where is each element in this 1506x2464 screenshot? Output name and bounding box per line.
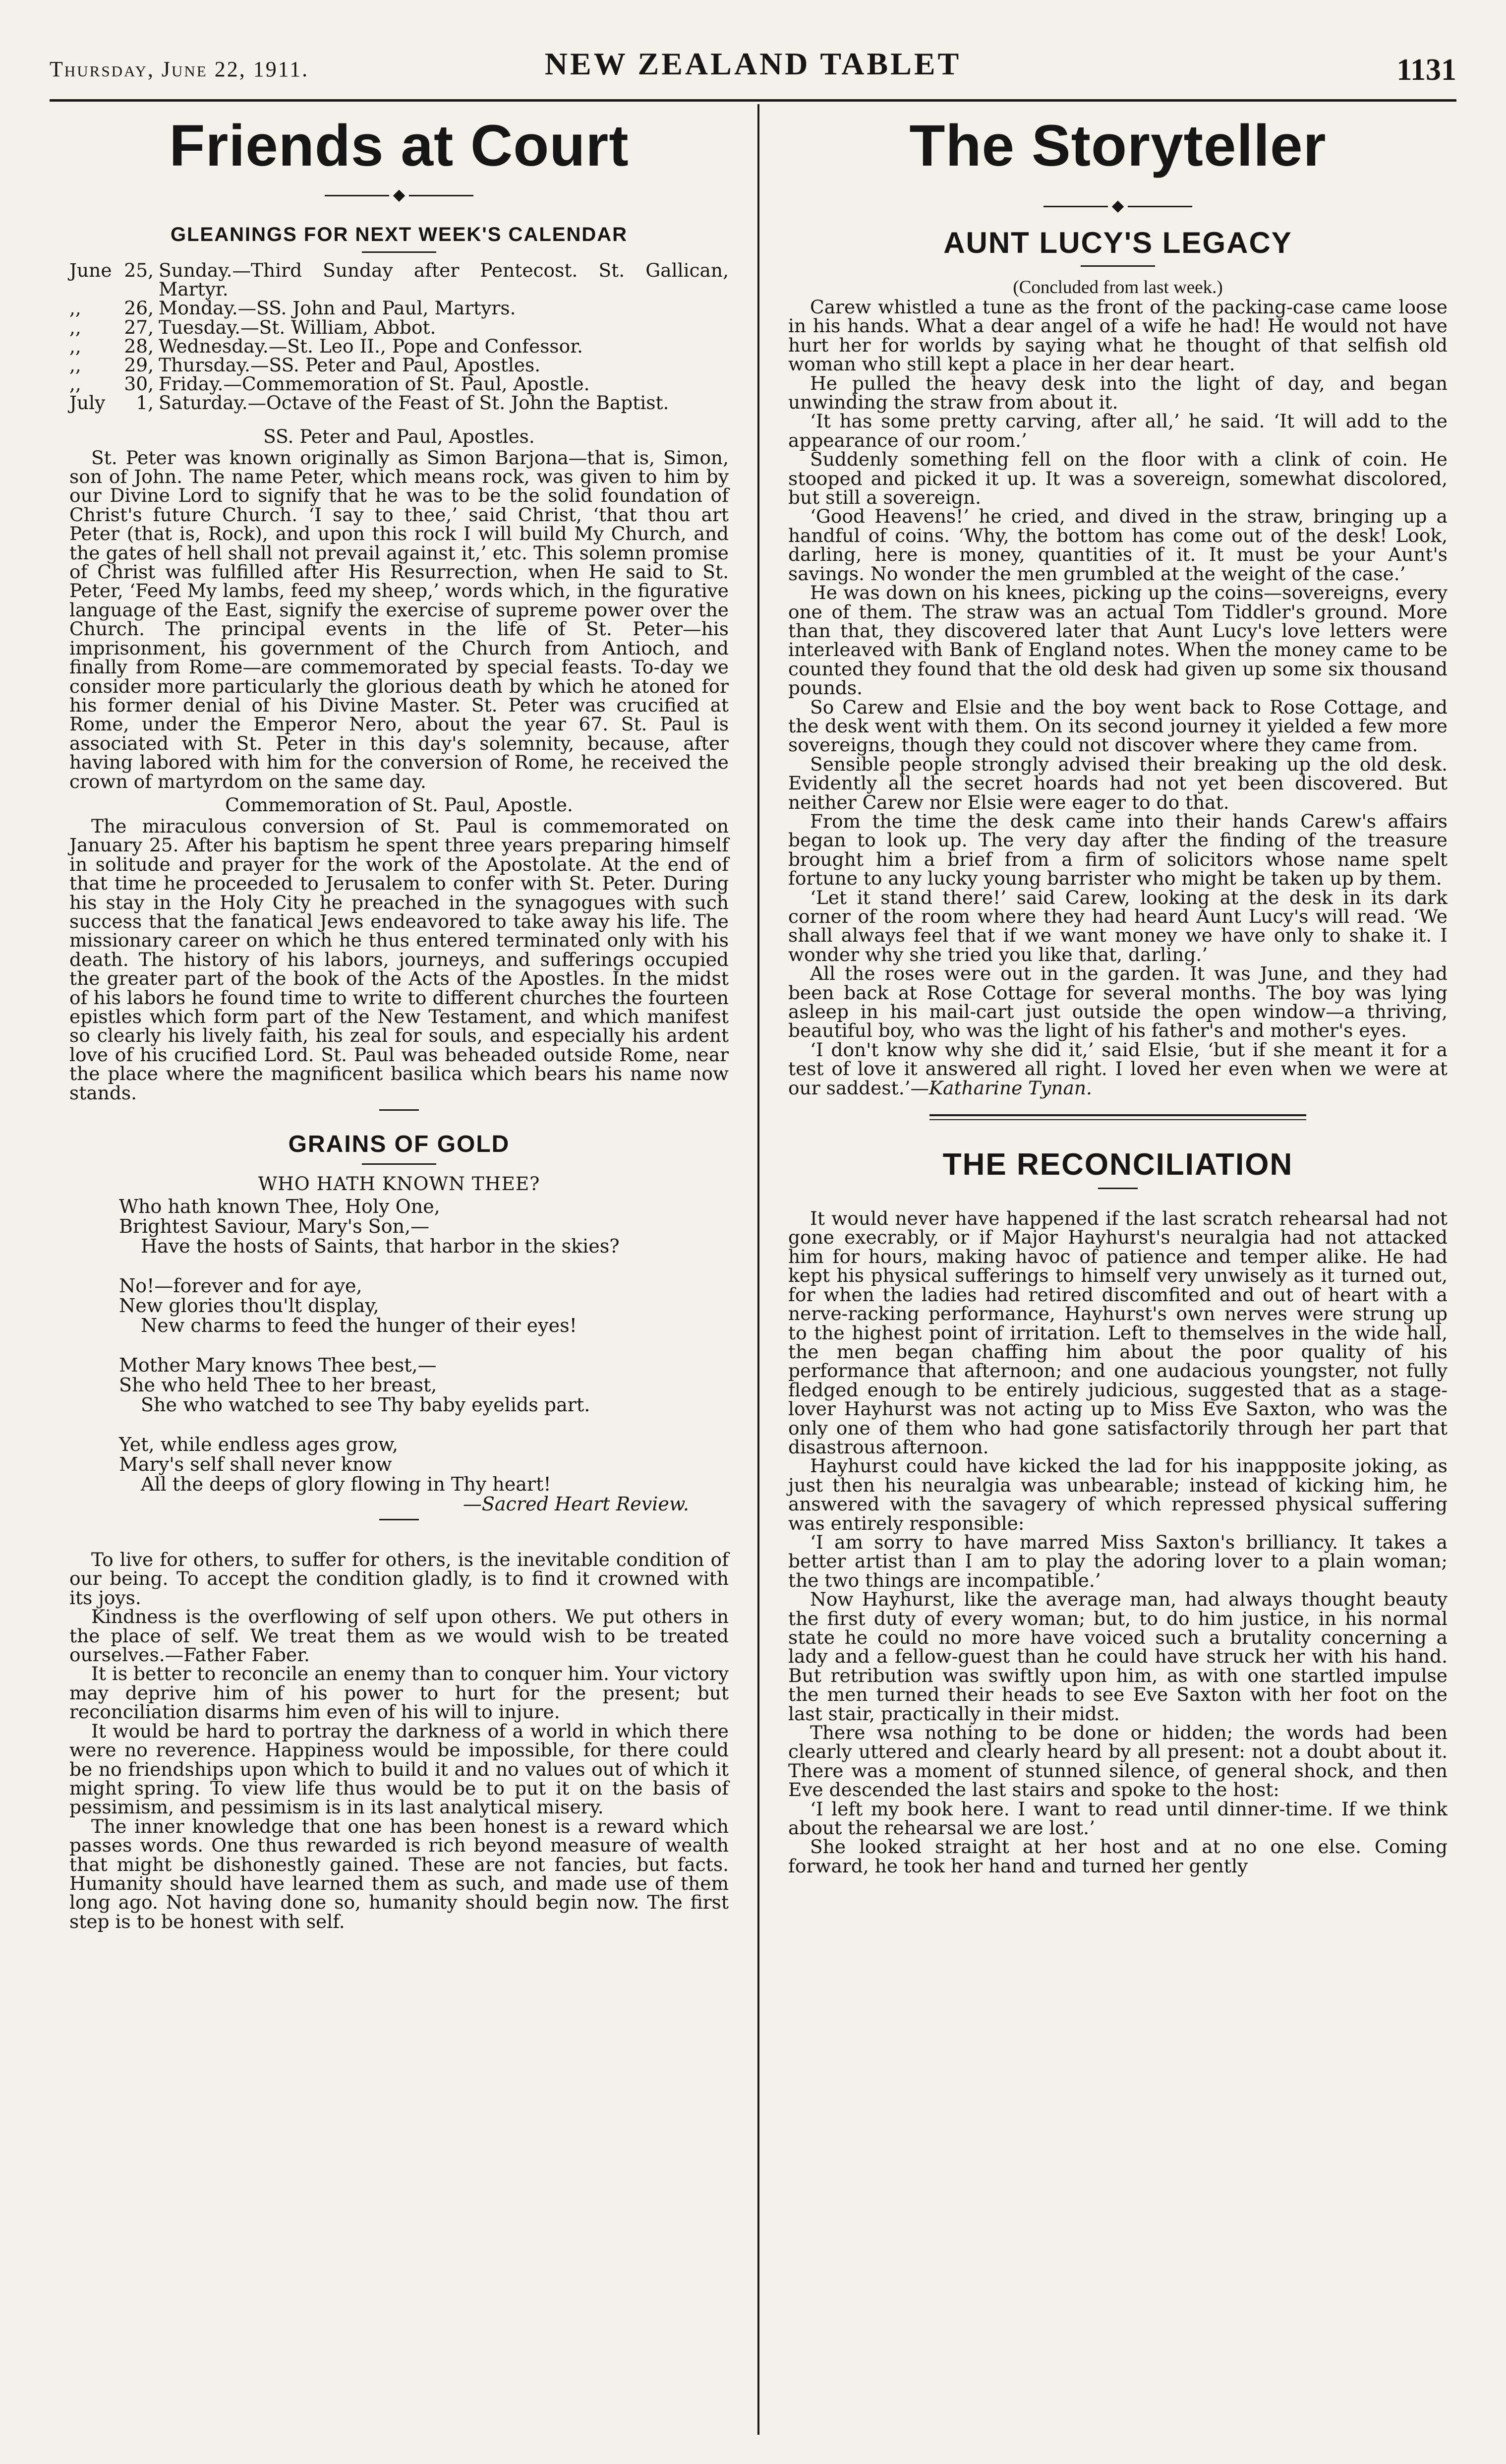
maxim-paragraph: The inner knowledge that one has been honest is a reward which passes words. One thus rewarded is rich beyond measure of wealth that might be dishonestly gained. These are not fancies, but facts. Humanity should have learned them as such, and made use of them long ago. Not having done so, humanity should begin now. The first step is to be honest with self.	[69, 1815, 729, 1932]
story-paragraph: He was down on his knees, picking up the coins—sovereigns, every one of them. The straw was an actual Tom Tiddler's ground. More than that, they discovered later that Aunt Lucy's love letters were interleaved with Bank of England notes. When the money came to be counted they found that the old desk had given up some six thousand pounds.	[788, 582, 1448, 699]
story-title-reconciliation: THE RECONCILIATION	[942, 1147, 1293, 1182]
poem-credit: —Sacred Heart Review.	[463, 1493, 689, 1515]
story-paragraph: Carew whistled a tune as the front of the packing-case came loose in his hands. What a dear angel of a wife he had! He would not have hurt her for worlds by saying what he thought of that selfish old woman who still kept a place in her dear heart.	[788, 296, 1448, 375]
calendar-entry: ,, 26, Monday.—SS. John and Paul, Martyrs.	[69, 297, 516, 319]
maxim-paragraph: To live for others, to suffer for others, is the inevitable condition of our being. To accept the condition gladly, is to find it crowned with its joys.	[69, 1549, 729, 1609]
storyteller-title: The Storyteller	[909, 113, 1327, 179]
story-paragraph: He pulled the heavy desk into the light of day, and began unwinding the straw from about it.	[788, 372, 1448, 414]
story-paragraph: Sensible people strongly advised their breaking up the old desk. Evidently all the secret hoards had not yet been discovered. But neither Carew nor Elsie were eager to do that.	[788, 753, 1448, 813]
poem-stanza: Mother Mary knows Thee best,— She who held Thee to her breast, She who watched to see Thy baby eyelids part.	[119, 1354, 590, 1416]
story-credit: —Katharine Tynan.	[910, 1077, 1092, 1099]
story-paragraph: There wsa nothing to be done or hidden; the words had been clearly uttered and clearly heard by all present: not a doubt about it. There was a moment of stunned silence, of general shock, and then Eve descended the last stairs and spoke to the host:	[788, 1722, 1448, 1801]
peter-paul-paragraph: St. Peter was known originally as Simon Barjona—that is, Simon, son of John. The name Peter, which means rock, was given to him by our Divine Lord to signify that he was to be the solid foundation of Christ's future Church. ‘I say to thee,’ said Christ, ‘that thou art Peter (that is, Rock), and upon this rock I will build My Church, and the gates of hell shall not prevail against it,’ etc. This solemn promise of Christ was fulfilled after His Resurrection, when He said to St. Peter, ‘Feed My lambs, feed my sheep,’ words which, in the figurative language of the East, signify the exercise of supreme power over the Church. The principal events in the life of St. Peter—his imprisonment, his government of the Church from Antioch, and finally from Rome—are commemorated by special feasts. To-day we consider more particularly the glorious death by which he atoned for his former denial of his Divine Master. St. Peter was crucified at Rome, under the Emperor Nero, about the year 67. St. Paul is associated with St. Peter in this day's solemnity, because, after having labored with him for the conversion of Rome, he received the crown of martyrdom on the same day.	[69, 446, 729, 792]
calendar-entry: ,, 27, Tuesday.—St. William, Abbot.	[69, 316, 436, 338]
story-paragraph: Now Hayhurst, like the average man, had always thought beauty the first duty of every woman; but, to do him justice, in his normal state he could no more have voiced such a brutality concerning a lady and a fellow-guest than he could have struck her with his hand. But retribution was swiftly upon him, as with one startled impulse the men turned their heads to see Eve Saxton with her foot on the last stair, practically in their midst.	[788, 1588, 1448, 1725]
calendar-entry: ,, 29, Thursday.—SS. Peter and Paul, Apostles.	[69, 354, 541, 376]
right-column	[788, 110, 1448, 1875]
issue-date: Thursday, June 22, 1911.	[50, 57, 309, 81]
story-body-aunt-lucy	[788, 298, 1448, 1097]
poem-stanza: Yet, while endless ages grow, Mary's self shall never know All the deeps of glory flowing in Thy heart!	[119, 1434, 551, 1496]
divider	[1081, 265, 1155, 267]
maxims	[69, 1550, 729, 1931]
diamond-ornament-icon: ◆	[1108, 196, 1128, 215]
page-number: 1131	[1396, 53, 1456, 87]
story-paragraph: ‘I am sorry to have marred Miss Saxton's brilliancy. It takes a better artist than I am to play the adoring lover to a plain woman; the two things are incompatible.’	[788, 1531, 1448, 1591]
divider	[379, 1109, 419, 1111]
story-paragraph: Hayhurst could have kicked the lad for his inappposite joking, as just then his neuralgia was unbearable; instead of kicking him, he answered with the savagery of which repressed physical suffering was entirely responsible:	[788, 1455, 1448, 1534]
story-paragraph: All the roses were out in the garden. It was June, and they had been back at Rose Cottage for several months. The boy was lying asleep in his mail-cart just outside the open window—a thriving, beautiful boy, who was the light of his father's and mother's eyes.	[788, 962, 1448, 1042]
story-paragraph: She looked straight at her host and at no one else. Coming forward, he took her hand and turned her gently	[788, 1836, 1448, 1877]
divider	[379, 1519, 419, 1520]
running-head	[50, 46, 1456, 90]
concluded-note: (Concluded from last week.)	[1013, 277, 1223, 298]
friends-at-court-title: Friends at Court	[169, 113, 629, 179]
story-paragraph: ‘I don't know why she did it,’ said Elsie, ‘but if she meant it for a test of love it answered all right. I loved her even when we were at our saddest.’—Katharine Tynan.	[788, 1038, 1448, 1099]
divider	[1098, 1188, 1138, 1189]
title-ornament	[325, 185, 473, 204]
diamond-ornament-icon: ◆	[389, 185, 409, 204]
story-body-reconciliation	[788, 1209, 1448, 1875]
story-paragraph: ‘Good Heavens!’ he cried, and dived in the straw, bringing up a handful of coins. ‘Why, the bottom has come out of the desk! Look, darling, here is money, quantities of it. It must be your Aunt's savings. No wonder the men grumbled at the weight of the case.’	[788, 505, 1448, 585]
story-paragraph: ‘I left my book here. I want to read until dinner-time. If we think about the rehearsal we are lost.’	[788, 1798, 1448, 1839]
st-paul-paragraph: The miraculous conversion of St. Paul is commemorated on January 25. After his baptism he spent three years preparing himself in solitude and prayer for the work of the Apostolate. At the end of that time he proceeded to Jerusalem to confer with St. Peter. During his stay in the Holy City he preached in the synagogues with such success that the fanatical Jews endeavored to take away his life. The missionary career on which he thus entered terminated only with his death. The history of his labors, journeys, and sufferings occupied the greater part of the book of the Acts of the Apostles. In the midst of his labors he found time to write to different churches the fourteen epistles which form part of the New Testament, and which manifest so clearly his lively faith, his zeal for souls, and especially his ardent love of his crucified Lord. St. Paul was beheaded outside Rome, near the place where the magnificent basilica which bears his name now stands.	[69, 815, 729, 1104]
column-rule	[757, 104, 759, 2435]
story-paragraph: It would never have happened if the last scratch rehearsal had not gone execrably, or if Major Hayhurst's neuralgia had not attacked him for hours, making havoc of patience and temper alike. He had kept his physical sufferings to himself very unwisely as it turned out, for when the ladies had retired discomfited and out of heart with a nerve-racking performance, Hayhurst's own nerves were strung up to the highest point of irritation. Left to themselves in the wide hall, the men began chaffing him about the poor quality of his performance that afternoon; and one audacious youngster, not fully fledged enough to be entirely judicious, suggested that as a stage-lover Hayhurst was not acting up to Miss Eve Saxton, who was the only one of them who had gone satisfactorily through her part that disastrous afternoon.	[788, 1207, 1448, 1458]
publication-title: NEW ZEALAND TABLET	[544, 46, 962, 81]
story-paragraph: Suddenly something fell on the floor with a clink of coin. He stooped and picked it up. It was a sovereign, somewhat discolored, but still a sovereign.	[788, 448, 1448, 509]
story-title-aunt-lucy: AUNT LUCY'S LEGACY	[943, 226, 1292, 259]
story-paragraph: So Carew and Elsie and the boy went back to Rose Cottage, and the desk went with them. On its second journey it yielded a few more sovereigns, though they could not discover where they came from.	[788, 696, 1448, 756]
section-rule	[929, 1114, 1306, 1120]
calendar-heading: GLEANINGS FOR NEXT WEEK'S CALENDAR	[171, 224, 628, 245]
header-rule	[50, 99, 1456, 102]
calendar-entry: ,, 30, Friday.—Commemoration of St. Paul, Apostle.	[69, 373, 590, 395]
poem-stanza: Who hath known Thee, Holy One, Brightest Saviour, Mary's Son,— Have the hosts of Saints, that harbor in the skies?	[119, 1196, 620, 1258]
maxim-paragraph: It is better to reconcile an enemy than to conquer him. Your victory may deprive him of his power to hurt for the present; but reconciliation disarms him even of his will to injure.	[69, 1663, 729, 1723]
story-paragraph: From the time the desk came into their hands Carew's affairs began to look up. The very day after the finding of the treasure brought him a brief from a firm of solicitors whose name spelt fortune to any lucky young barrister who might be taken up by them.	[788, 810, 1448, 890]
calendar-entry: ,, 28, Wednesday.—St. Leo II., Pope and Confessor.	[69, 335, 583, 357]
calendar-entry: June 25, Sunday.—Third Sunday after Pentecost. St. Gallican, Martyr.	[69, 259, 729, 300]
peter-paul-subheading: SS. Peter and Paul, Apostles.	[263, 425, 535, 447]
maxim-paragraph: Kindness is the overflowing of self upon others. We put others in the place of self. We treat them as we would wish to be treated ourselves.—Father Faber.	[69, 1606, 729, 1666]
divider	[362, 251, 436, 253]
poem-title: WHO HATH KNOWN THEE?	[258, 1173, 540, 1195]
story-paragraph: ‘Let it stand there!’ said Carew, looking at the desk in its dark corner of the room where they had heard Aunt Lucy's will read. ‘We shall always feel that if we want money we have only to shake it. I wonder why she tried you like that, darling.’	[788, 886, 1448, 965]
poem	[69, 1197, 729, 1494]
calendar-list	[69, 261, 729, 413]
st-paul-subheading: Commemoration of St. Paul, Apostle.	[225, 793, 573, 816]
story-paragraph: ‘It has some pretty carving, after all,’ he said. ‘It will add to the appearance of our room.’	[788, 410, 1448, 451]
calendar-entry: July 1, Saturday.—Octave of the Feast of St. John the Baptist.	[69, 392, 669, 414]
grains-of-gold-heading: GRAINS OF GOLD	[288, 1131, 510, 1158]
title-ornament	[1043, 196, 1192, 215]
divider	[362, 1163, 436, 1165]
left-column	[69, 110, 729, 1931]
maxim-paragraph: It would be hard to portray the darkness of a world in which there were no reverence. Happiness would be impossible, for there could be no friendships upon which to build it and no values out of which it might spring. To view life thus would be to put it on the basis of pessimism, and pessimism is in its last analytical misery.	[69, 1720, 729, 1818]
poem-stanza: No!—forever and for aye, New glories thou'lt display, New charms to feed the hunger of their eyes!	[119, 1275, 577, 1337]
